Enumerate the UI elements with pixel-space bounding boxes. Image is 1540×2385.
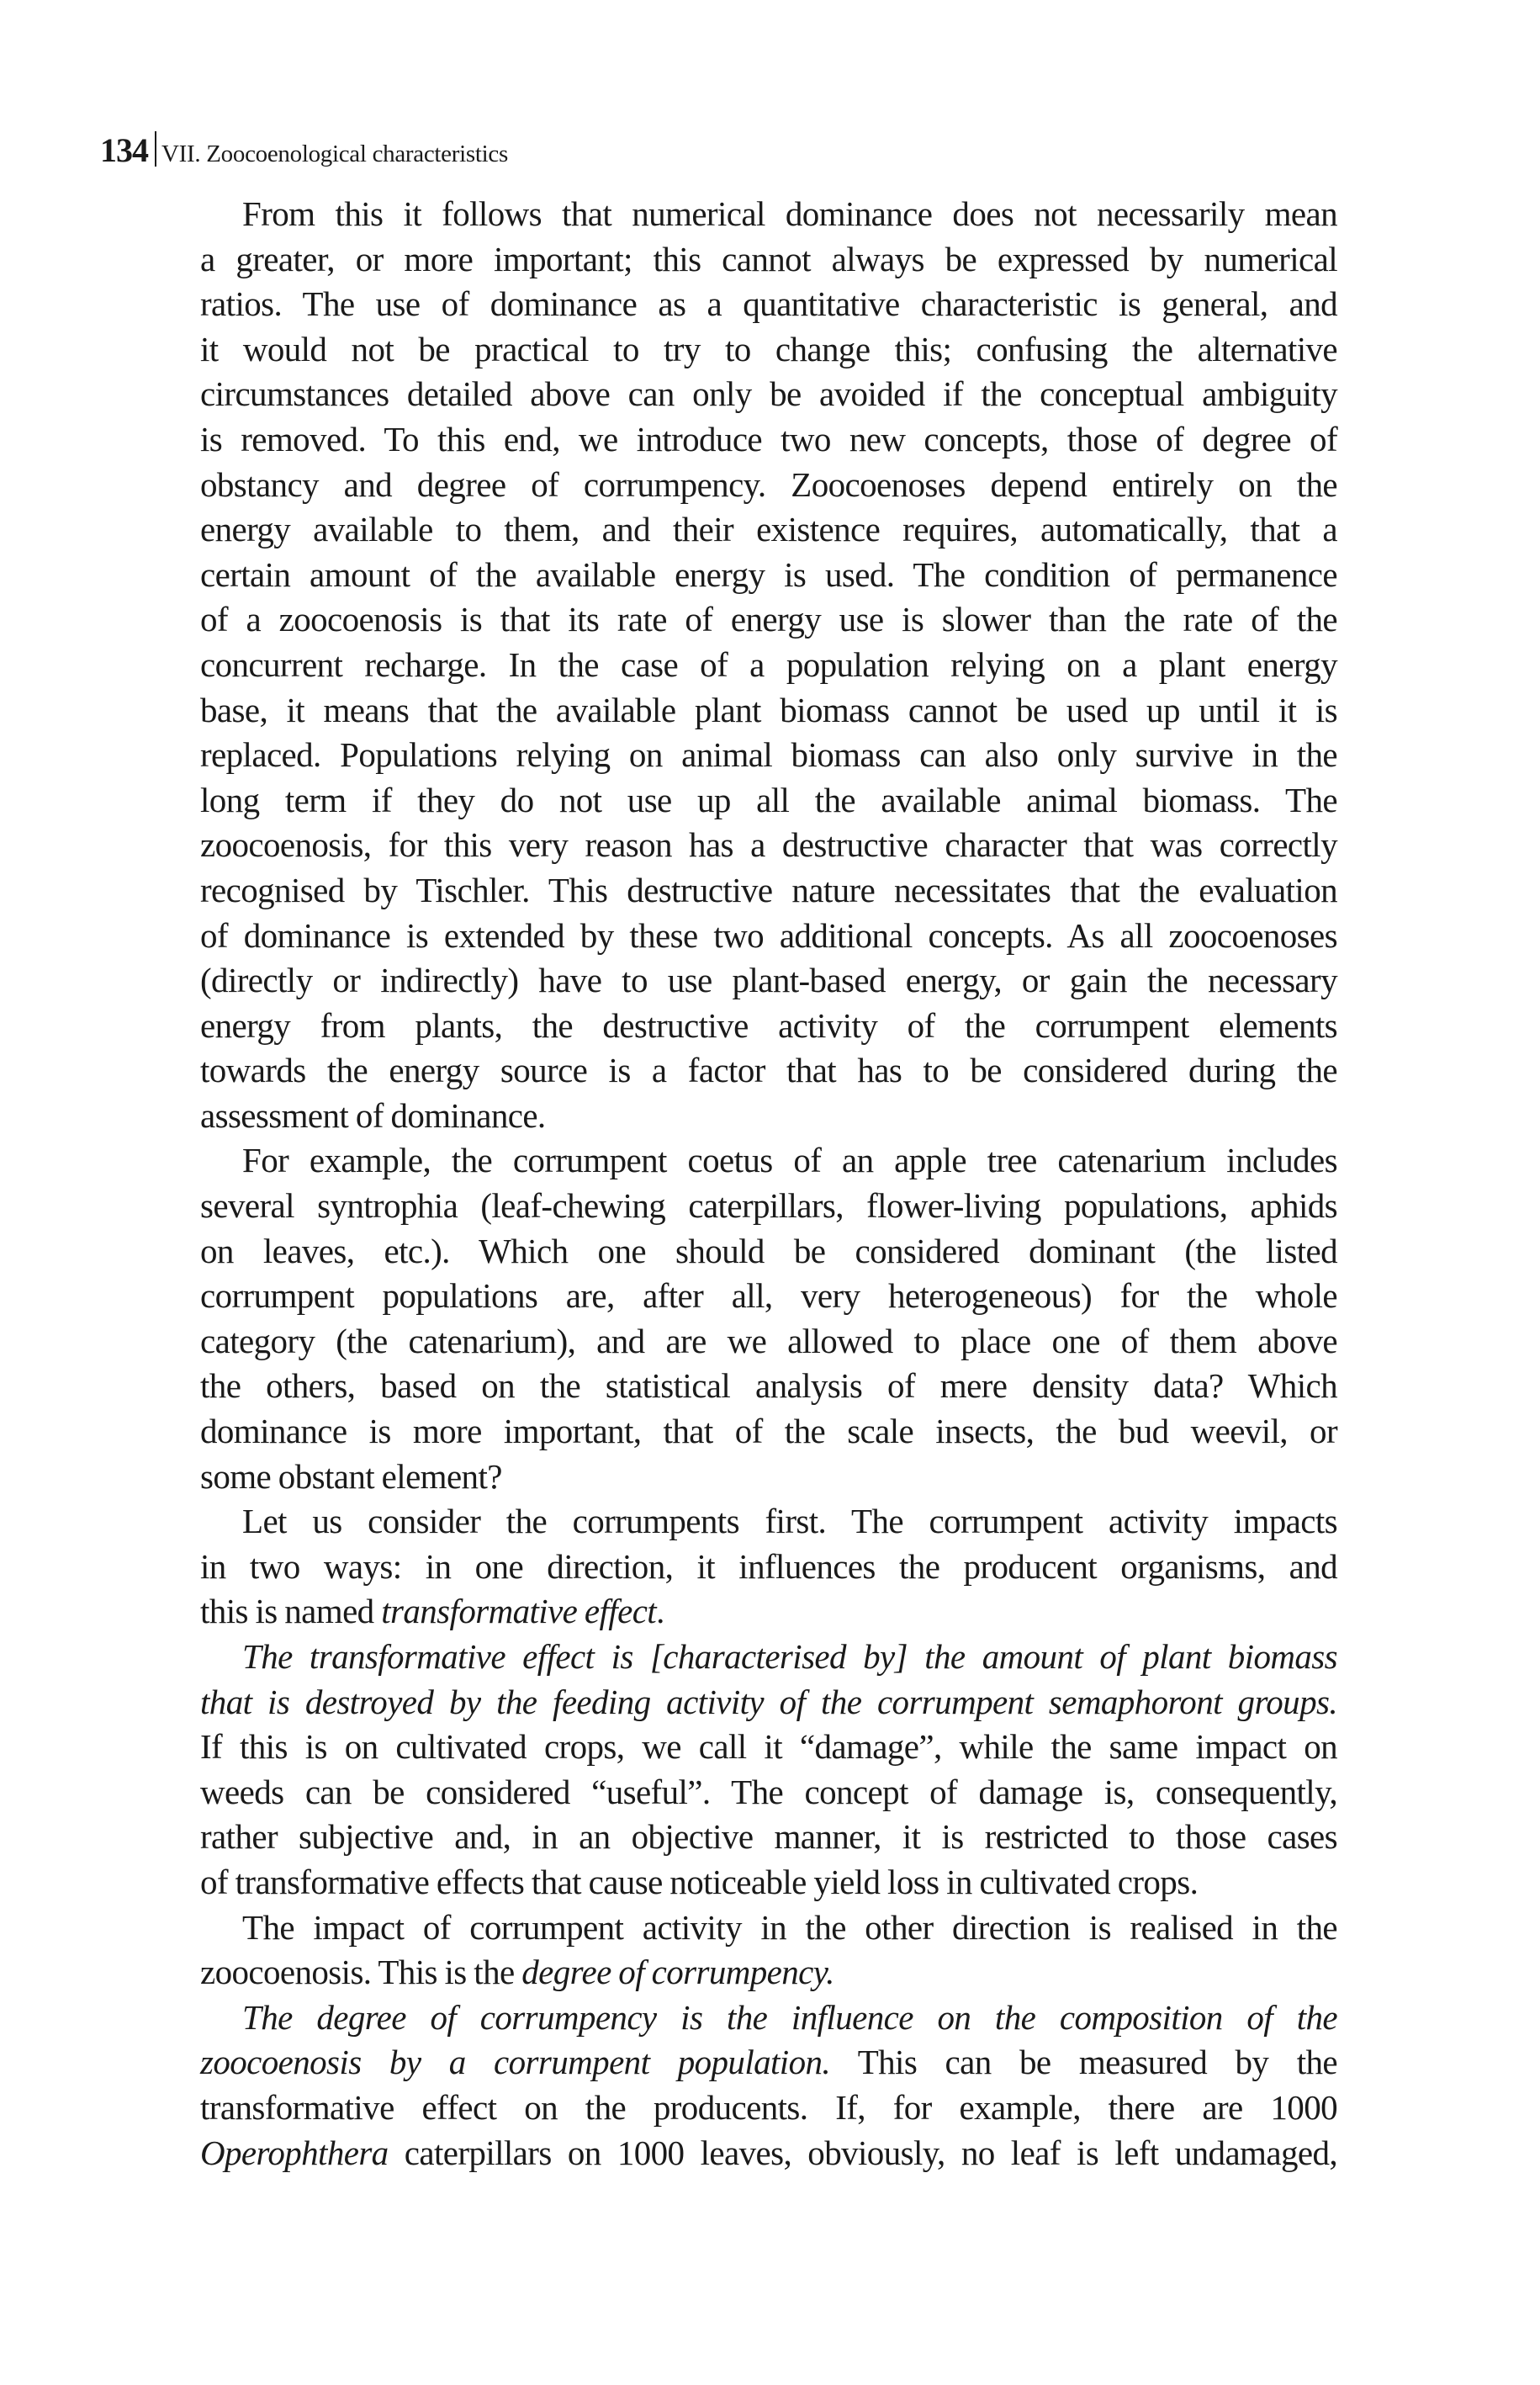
header-divider [155, 131, 156, 167]
text-segment: dominance is more important, that of the scale insects, the bud weevil, or [200, 1412, 1337, 1451]
text-line [200, 1138, 1337, 1184]
text-segment: rather subjective and, in an objective manner, it is restricted to those cases [200, 1817, 1337, 1857]
text-line [200, 1680, 1337, 1725]
text-line [200, 1319, 1337, 1365]
text-segment: (directly or indirectly) have to use plant-based energy, or gain the necessary [200, 961, 1337, 1000]
text-line [200, 2131, 1337, 2176]
text-line [200, 688, 1337, 734]
text-line [200, 282, 1337, 327]
paragraph [200, 1995, 1337, 2176]
italic-text: The degree of corrumpency is the influence on the composition of the [242, 1997, 1337, 2037]
text-segment: category (the catenarium), and are we allowed to place one of them above [200, 1321, 1337, 1360]
italic-text: that is destroyed by the feeding activity of the corrumpent semaphoront groups. [200, 1682, 1337, 1721]
text-line [200, 1409, 1337, 1455]
text-line [200, 778, 1337, 824]
text-segment: zoocoenosis. This is the [200, 1953, 522, 1992]
text-segment: assessment of dominance. [200, 1095, 546, 1135]
text-segment: caterpillars on 1000 leaves, obviously, no leaf is left undamaged, [388, 2133, 1337, 2172]
text-segment: of a zoocoenosis is that its rate of energy use is slower than the rate of the [200, 600, 1337, 639]
text-line [200, 1860, 1337, 1905]
chapter-title: VII. Zoocoenological characteristics [161, 140, 508, 167]
italic-text: Operophthera [200, 2133, 389, 2172]
text-line [200, 733, 1337, 778]
text-segment: energy from plants, the destructive activity of the corrumpent elements [200, 1005, 1337, 1045]
text-segment: If this is on cultivated crops, we call it “damage”, while the same impact on [200, 1727, 1337, 1767]
text-segment: some obstant element? [200, 1456, 502, 1496]
text-segment: transformative effect on the producents. If, for example, there are 1000 [200, 2087, 1337, 2127]
text-line [200, 1184, 1337, 1229]
italic-text: transformative effect [381, 1592, 657, 1631]
text-segment: recognised by Tischler. This destructive nature necessitates that the evaluation [200, 870, 1337, 909]
text-segment: towards the energy source is a factor that has to be considered during the [200, 1051, 1337, 1090]
text-line [200, 1995, 1337, 2041]
text-line [200, 1274, 1337, 1319]
text-segment: circumstances detailed above can only be avoided if the conceptual ambiguity [200, 374, 1337, 414]
text-line [200, 1545, 1337, 1590]
text-segment: of transformative effects that cause noticeable yield loss in cultivated crops. [200, 1862, 1199, 1901]
text-segment: certain amount of the available energy is used. The condition of permanence [200, 554, 1337, 594]
text-segment: of dominance is extended by these two additional concepts. As all zoocoenoses [200, 915, 1337, 955]
text-line [200, 958, 1337, 1004]
italic-text: zoocoenosis by a corrumpent population. [200, 2043, 831, 2082]
text-segment: energy available to them, and their existence requires, automatically, that a [200, 510, 1337, 549]
paragraph [200, 1138, 1337, 1499]
text-segment: base, it means that the available plant biomass cannot be used up until it is [200, 690, 1337, 729]
text-segment: it would not be practical to try to change this; confusing the alternative [200, 329, 1337, 368]
text-segment: . [656, 1592, 664, 1631]
text-segment: several syntrophia (leaf-chewing caterpillars, flower-living populations, aphids [200, 1186, 1337, 1226]
text-line [200, 463, 1337, 508]
text-segment: is removed. To this end, we introduce two new concepts, those of degree of [200, 419, 1337, 458]
text-line [200, 1635, 1337, 1680]
text-line [200, 237, 1337, 283]
text-line [200, 507, 1337, 553]
text-line [200, 2040, 1337, 2086]
text-line [200, 1364, 1337, 1409]
text-segment: ratios. The use of dominance as a quantitative characteristic is general, and [200, 284, 1337, 324]
text-segment: concurrent recharge. In the case of a population relying on a plant energy [200, 644, 1337, 684]
text-line [200, 1725, 1337, 1770]
text-segment: on leaves, etc.). Which one should be considered dominant (the listed [200, 1231, 1337, 1270]
text-segment: this is named [200, 1592, 382, 1631]
text-line [200, 417, 1337, 463]
text-segment: This can be measured by the [830, 2043, 1337, 2082]
text-line [200, 1950, 1337, 1995]
italic-text: The transformative effect is [characterised by] the amount of plant biomass [242, 1637, 1337, 1676]
paragraph [200, 1905, 1337, 1995]
text-line [200, 1770, 1337, 1815]
text-segment: Let us consider the corrumpents first. The corrumpent activity impacts [242, 1502, 1337, 1541]
text-line [200, 823, 1337, 868]
text-segment: weeds can be considered “useful”. The concept of damage is, consequently, [200, 1772, 1337, 1811]
text-line [200, 597, 1337, 643]
text-line [200, 914, 1337, 959]
text-line [200, 1094, 1337, 1139]
text-line [200, 192, 1337, 237]
text-line [200, 1048, 1337, 1094]
text-segment: the others, based on the statistical analysis of mere density data? Which [200, 1366, 1337, 1406]
text-line [200, 327, 1337, 373]
text-segment: a greater, or more important; this cannot always be expressed by numerical [200, 239, 1337, 278]
text-line [200, 643, 1337, 688]
text-line [200, 2086, 1337, 2131]
text-line [200, 553, 1337, 598]
paragraph [200, 1635, 1337, 1905]
text-line [200, 1815, 1337, 1860]
text-segment: obstancy and degree of corrumpency. Zoocoenoses depend entirely on the [200, 464, 1337, 504]
italic-text: degree of corrumpency. [521, 1953, 834, 1992]
paragraph [200, 1499, 1337, 1635]
text-line [200, 372, 1337, 417]
text-segment: replaced. Populations relying on animal biomass can also only survive in the [200, 735, 1337, 775]
text-segment: long term if they do not use up all the available animal biomass. The [200, 780, 1337, 819]
text-line [200, 1455, 1337, 1500]
text-segment: The impact of corrumpent activity in the other direction is realised in the [242, 1907, 1337, 1947]
text-segment: For example, the corrumpent coetus of an apple tree catenarium includes [242, 1141, 1337, 1180]
text-line [200, 1004, 1337, 1049]
paragraph [200, 192, 1337, 1138]
text-line [200, 1229, 1337, 1275]
text-segment: zoocoenosis, for this very reason has a destructive character that was correctly [200, 825, 1337, 865]
page-number: 134 [100, 131, 148, 169]
text-line [200, 1499, 1337, 1545]
text-line [200, 1905, 1337, 1951]
text-line [200, 1589, 1337, 1635]
text-segment: in two ways: in one direction, it influences the producent organisms, and [200, 1546, 1337, 1586]
body-text [200, 192, 1337, 2176]
text-segment: corrumpent populations are, after all, very heterogeneous) for the whole [200, 1276, 1337, 1316]
text-segment: From this it follows that numerical dominance does not necessarily mean [242, 194, 1337, 233]
running-header [100, 126, 508, 170]
text-line [200, 868, 1337, 914]
